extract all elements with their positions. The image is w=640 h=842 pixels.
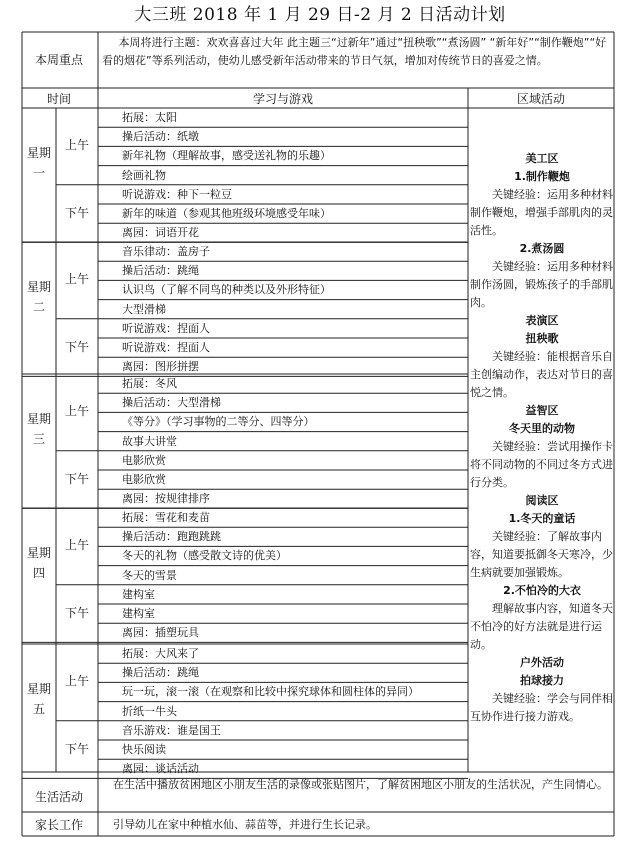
area-activities xyxy=(470,150,614,726)
period-label-am: 上午 xyxy=(64,538,89,553)
activity-row: 冬天的雪景 xyxy=(122,568,177,582)
activity-row: 《等分》（学习事物的二等分、四等分） xyxy=(122,415,315,429)
header-area: 区域活动 xyxy=(516,92,565,106)
period-label-am: 上午 xyxy=(64,138,89,153)
activity-row: 听说游戏：捏面人 xyxy=(122,341,210,354)
activity-row: 拓展：冬风 xyxy=(122,377,177,390)
area-read2-text: 理解故事内容，知道冬天不怕冷的好方法就是进行运动。 xyxy=(470,602,613,651)
period-label-pm: 下午 xyxy=(64,741,89,756)
activity-row: 新年礼物（理解故事，感受送礼物的乐趣） xyxy=(122,149,331,163)
parent-label: 家长工作 xyxy=(34,818,83,832)
period-label-pm: 下午 xyxy=(64,605,89,620)
activity-row: 故事大讲堂 xyxy=(122,434,177,448)
activity-row: 玩一玩，滚一滚（在观察和比较中探究球体和圆柱体的异同） xyxy=(122,685,419,699)
focus-text: 本周将进行主题：欢欢喜喜过大年 此主题三“过新年”通过“扭秧歌”“煮汤圆” “新年好”“制作鞭炮”“好看的烟花”等系列活动，使幼儿感受新年活动带来的节日气氛，增加对传统节日的喜爱之情。 xyxy=(102,36,607,67)
area-perform-text: 关键经验：能根据音乐自主创编动作，表达对节日的喜悦之情。 xyxy=(470,350,613,399)
activity-row: 离园：谈话活动 xyxy=(122,762,199,776)
page-title: 大三班 2018 年 1 月 29 日-2 月 2 日活动计划 xyxy=(134,5,506,25)
day-label: 星期一 xyxy=(26,146,51,181)
activity-row: 折纸一牛头 xyxy=(122,704,177,718)
period-label-pm: 下午 xyxy=(64,471,89,486)
period-label-am: 上午 xyxy=(64,272,89,287)
area-art2-text: 关键经验：运用多种材料制作汤圆，锻炼孩子的手部肌肉。 xyxy=(470,260,613,309)
activity-row: 音乐律动：盖房子 xyxy=(122,245,210,258)
activity-row: 拓展：雪花和麦苗 xyxy=(122,511,210,524)
area-art1-text: 关键经验：运用多种材料制作鞭炮，增强手部肌肉的灵活性。 xyxy=(470,188,613,237)
activity-row: 拓展：太阳 xyxy=(122,111,177,124)
activity-row: 离园：词语开花 xyxy=(122,226,199,240)
period-label-pm: 下午 xyxy=(64,205,89,220)
activity-row: 操后活动：跳绳 xyxy=(122,264,199,278)
area-perform-title: 表演区 xyxy=(525,314,559,327)
activity-row: 拓展：大风来了 xyxy=(122,647,199,660)
day-label: 星期二 xyxy=(26,280,51,315)
activity-row: 操后活动：跳绳 xyxy=(122,666,199,680)
activity-row: 大型滑梯 xyxy=(122,302,166,316)
activity-row: 操后活动：大型滑梯 xyxy=(122,396,221,410)
area-puzzle-sub: 冬天里的动物 xyxy=(509,422,575,435)
activity-row: 操后活动：跑跑跳跳 xyxy=(122,530,221,544)
day-label: 星期四 xyxy=(26,546,51,581)
activity-row: 离园：插塑玩具 xyxy=(122,626,199,640)
activity-row: 绘画礼物 xyxy=(122,168,166,182)
activity-row: 冬天的礼物（感受散文诗的优美） xyxy=(122,549,287,563)
activity-row: 听说游戏：捏面人 xyxy=(122,321,210,335)
activity-row: 建构室 xyxy=(122,607,155,620)
area-read1-title: 1.冬天的童话 xyxy=(508,512,576,525)
activity-row: 新年的味道（参观其他班级环境感受年味） xyxy=(122,207,331,220)
period-label-am: 上午 xyxy=(64,674,89,689)
area-puzzle-text: 关键经验：尝试用操作卡将不同动物的不同过冬方式进行分类。 xyxy=(470,440,613,489)
area-puzzle-title: 益智区 xyxy=(525,404,559,417)
day-label: 星期五 xyxy=(26,682,51,717)
area-perform-sub: 扭秧歌 xyxy=(525,332,559,345)
activity-row: 离园：图形拼摆 xyxy=(122,360,199,374)
activity-row: 认识鸟（了解不同鸟的种类以及外形特征） xyxy=(122,283,331,297)
life-label: 生活活动 xyxy=(34,790,83,804)
period-label-am: 上午 xyxy=(64,404,89,419)
activity-row: 快乐阅读 xyxy=(122,743,166,756)
activity-row: 听说游戏：种下一粒豆 xyxy=(122,187,232,201)
area-read2-title: 2.不怕冷的大衣 xyxy=(503,584,581,597)
area-outdoor-text: 关键经验：学会与同伴相互协作进行接力游戏。 xyxy=(470,692,613,723)
activity-row: 操后活动：纸墩 xyxy=(122,130,199,144)
area-art2-title: 2.煮汤圆 xyxy=(519,242,565,255)
activity-row: 音乐游戏：谁是国王 xyxy=(122,723,221,737)
header-time: 时间 xyxy=(46,92,71,106)
area-read-title: 阅读区 xyxy=(525,494,559,507)
period-label-pm: 下午 xyxy=(64,339,89,354)
activity-row: 离园：按规律排序 xyxy=(122,492,210,506)
area-read1-text: 关键经验：了解故事内容，知道要抵御冬天寒冷，少生病就要加强锻炼。 xyxy=(470,530,613,579)
area-outdoor-sub: 拍球接力 xyxy=(520,674,564,687)
life-text: 在生活中播放贫困地区小朋友生活的录像或张贴图片，了解贫困地区小朋友的生活状况，产生同情心。 xyxy=(113,778,608,791)
area-art1-title: 1.制作鞭炮 xyxy=(514,170,570,183)
focus-label: 本周重点 xyxy=(34,53,83,67)
parent-text: 引导幼儿在家中种植水仙、蒜苗等，并进行生长记录。 xyxy=(113,818,377,831)
area-outdoor-title: 户外活动 xyxy=(520,656,564,669)
activity-row: 建构室 xyxy=(122,587,155,601)
area-art-title: 美工区 xyxy=(525,152,559,165)
activity-row: 电影欣赏 xyxy=(122,473,166,486)
day-label: 星期三 xyxy=(26,412,51,447)
activity-row: 电影欣赏 xyxy=(122,453,166,467)
header-learning: 学习与游戏 xyxy=(252,92,313,106)
